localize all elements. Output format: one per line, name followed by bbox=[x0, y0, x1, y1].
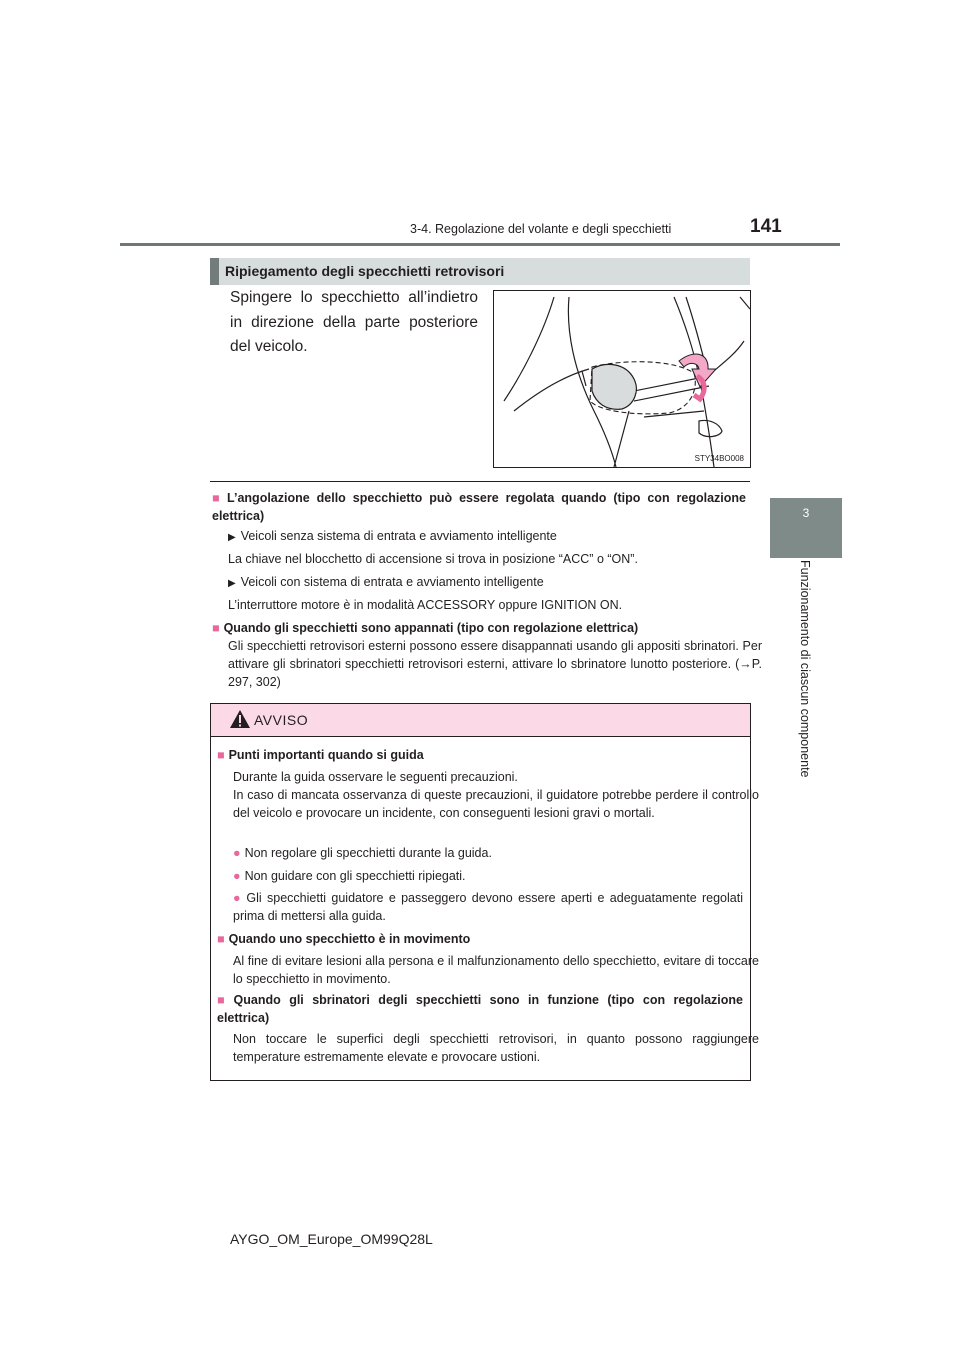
warning-bullet-1: ● Non regolare gli specchietti durante la guida. bbox=[233, 846, 492, 860]
square-bullet-icon: ■ bbox=[212, 621, 220, 635]
figure-code: STY34BO008 bbox=[694, 454, 744, 463]
warning-heading-defogger: ■ Quando gli sbrinatori degli specchietti sono in funzione (tipo con regolazione elettrica) bbox=[217, 993, 743, 1025]
chapter-label bbox=[796, 560, 816, 800]
note-sub-no-smart-key: ▶ Veicoli senza sistema di entrata e avviamento intelligente bbox=[228, 529, 557, 543]
note-heading-angle: ■ L’angolazione dello specchietto può essere regolata quando (tipo con regolazione elettrica) bbox=[212, 491, 746, 523]
circle-bullet-icon: ● bbox=[233, 869, 241, 883]
document-footer: AYGO_OM_Europe_OM99Q28L bbox=[230, 1231, 433, 1247]
square-bullet-icon: ■ bbox=[217, 993, 230, 1007]
chapter-number: 3 bbox=[802, 506, 810, 520]
section-title: Ripiegamento degli specchietti retrovisori bbox=[225, 263, 505, 279]
warning-text-consequences: In caso di mancata osservanza di queste precauzioni, il guidatore potrebbe perdere il controllo del veicolo e provocare un incidente, con conseguenti lesioni gravi o mortali. bbox=[233, 788, 759, 820]
section-heading bbox=[210, 258, 750, 285]
note-heading-fogged: ■ Quando gli specchietti sono appannati (tipo con regolazione elettrica) bbox=[212, 621, 639, 635]
warning-heading-moving: ■ Quando uno specchietto è in movimento bbox=[217, 932, 471, 946]
circle-bullet-icon: ● bbox=[233, 891, 243, 905]
intro-text: Spingere lo specchietto all’indietro in direzione della parte posteriore del veicolo. bbox=[230, 289, 478, 355]
mirror-drawing bbox=[494, 291, 750, 467]
warning-text-burns: Non toccare le superfici degli specchietti retrovisori, in quanto possono raggiungere temperature estremamente elevate e provocare ustioni. bbox=[233, 1032, 759, 1064]
warning-bullet-3: ● Gli specchietti guidatore e passeggero devono essere aperti e adeguatamente regolati prima di mettersi alla guida. bbox=[233, 891, 743, 923]
page-number: 141 bbox=[750, 216, 782, 237]
square-bullet-icon: ■ bbox=[212, 491, 224, 505]
triangle-bullet-icon: ▶ bbox=[228, 578, 236, 589]
warning-triangle-icon bbox=[229, 709, 251, 729]
chapter-title: Funzionamento di ciascun componente bbox=[798, 560, 812, 778]
section-divider bbox=[210, 481, 750, 482]
note-text-defogger: Gli specchietti retrovisori esterni possono essere disappannati usando gli appositi sbrinatori. Per attivare gli sbrinatori specchietti retrovisori esterni, attivare lo sbrinatore lunotto posteriore. (→P. 297, 302) bbox=[228, 639, 762, 689]
mirror-folding-illustration bbox=[493, 290, 751, 468]
warning-text-moving: Al fine di evitare lesioni alla persona e il malfunzionamento dello specchietto, evitare di toccare lo specchietto in movimento. bbox=[233, 954, 759, 986]
note-sub-smart-key: ▶ Veicoli con sistema di entrata e avviamento intelligente bbox=[228, 575, 544, 589]
chapter-tab bbox=[770, 498, 842, 558]
square-bullet-icon: ■ bbox=[217, 932, 225, 946]
triangle-bullet-icon: ▶ bbox=[228, 532, 236, 543]
note-text-engine-switch: L’interruttore motore è in modalità ACCESSORY oppure IGNITION ON. bbox=[228, 598, 623, 612]
section-heading-bar bbox=[210, 258, 219, 285]
warning-header bbox=[211, 704, 750, 737]
warning-title: AVVISO bbox=[254, 712, 309, 728]
warning-box bbox=[210, 703, 759, 1081]
warning-bullet-2: ● Non guidare con gli specchietti ripiegati. bbox=[233, 869, 466, 883]
warning-heading-driving: ■ Punti importanti quando si guida bbox=[217, 748, 424, 762]
square-bullet-icon: ■ bbox=[217, 748, 225, 762]
warning-text-precautions: Durante la guida osservare le seguenti precauzioni. bbox=[233, 770, 518, 784]
note-text-ignition: La chiave nel blocchetto di accensione si trova in posizione “ACC” o “ON”. bbox=[228, 552, 638, 566]
header-rule bbox=[120, 243, 840, 246]
running-header: 3-4. Regolazione del volante e degli specchietti bbox=[410, 222, 672, 236]
circle-bullet-icon: ● bbox=[233, 846, 241, 860]
